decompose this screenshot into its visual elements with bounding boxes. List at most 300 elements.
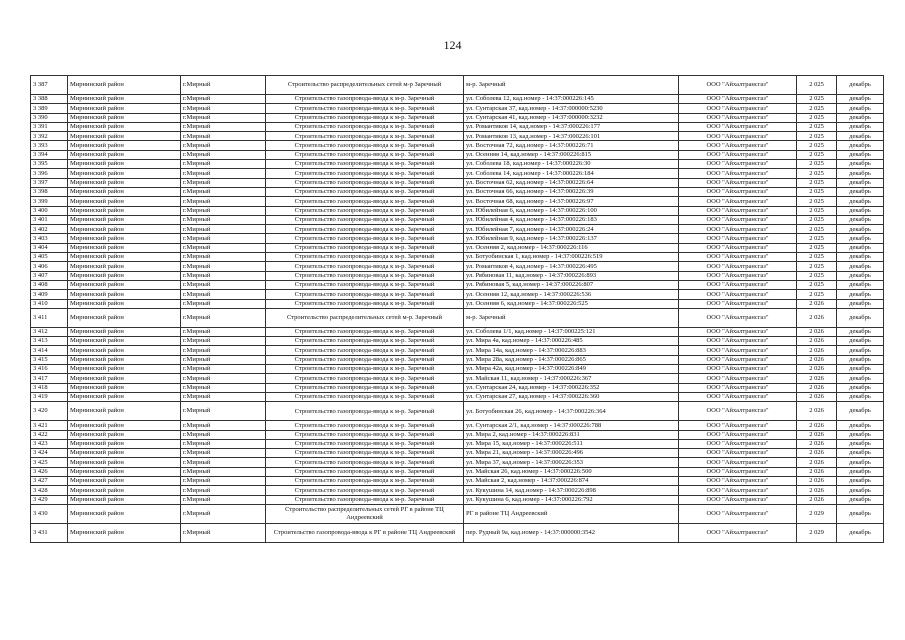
- address-cell: ул. Сунтарская 24, кад.номер - 14:37:000226:352: [464, 383, 679, 392]
- organization-cell: ООО "Айхалтрансгаз": [679, 113, 797, 122]
- region-cell: Мирнинский район: [68, 392, 181, 401]
- work-description-cell: Строительство газопровода-ввода к м-р. Заречный: [266, 122, 464, 131]
- year-cell: 2 026: [797, 495, 837, 504]
- organization-cell: ООО "Айхалтрансгаз": [679, 206, 797, 215]
- address-cell: ул. Мира 21, кад.номер - 14:37:000226:496: [464, 449, 679, 458]
- year-cell: 2 029: [797, 504, 837, 523]
- table-row: [31, 76, 884, 95]
- city-cell: г.Мирный: [181, 355, 266, 364]
- row-number-cell: 3 417: [31, 374, 68, 383]
- row-number-cell: 3 416: [31, 365, 68, 374]
- year-cell: 2 025: [797, 178, 837, 187]
- address-cell: ул. Мира 28а, кад.номер - 14:37:000226:865: [464, 355, 679, 364]
- city-cell: г.Мирный: [181, 290, 266, 299]
- address-cell: ул. Романтиков 13, кад.номер - 14:37:000226:101: [464, 132, 679, 141]
- city-cell: г.Мирный: [181, 421, 266, 430]
- table-row: [31, 467, 884, 476]
- region-cell: Мирнинский район: [68, 271, 181, 280]
- address-cell: ул. Восточная 68, кад.номер - 14:37:000226:97: [464, 197, 679, 206]
- region-cell: Мирнинский район: [68, 374, 181, 383]
- row-number-cell: 3 392: [31, 132, 68, 141]
- year-cell: 2 026: [797, 449, 837, 458]
- organization-cell: ООО "Айхалтрансгаз": [679, 215, 797, 224]
- month-cell: декабрь: [837, 206, 884, 215]
- row-number-cell: 3 403: [31, 234, 68, 243]
- row-number-cell: 3 412: [31, 327, 68, 336]
- year-cell: 2 025: [797, 122, 837, 131]
- year-cell: 2 025: [797, 225, 837, 234]
- row-number-cell: 3 425: [31, 458, 68, 467]
- address-cell: ул. Мира 37, кад.номер - 14:37:000226:353: [464, 458, 679, 467]
- organization-cell: ООО "Айхалтрансгаз": [679, 243, 797, 252]
- row-number-cell: 3 390: [31, 113, 68, 122]
- table-row: [31, 402, 884, 421]
- organization-cell: ООО "Айхалтрансгаз": [679, 197, 797, 206]
- year-cell: 2 025: [797, 290, 837, 299]
- table-row: [31, 439, 884, 448]
- month-cell: декабрь: [837, 95, 884, 104]
- work-description-cell: Строительство газопровода-ввода к м-р. Заречный: [266, 206, 464, 215]
- region-cell: Мирнинский район: [68, 458, 181, 467]
- address-cell: ул. Юбилейная 9, кад.номер - 14:37:000226:137: [464, 234, 679, 243]
- row-number-cell: 3 427: [31, 476, 68, 485]
- city-cell: г.Мирный: [181, 467, 266, 476]
- year-cell: 2 026: [797, 346, 837, 355]
- region-cell: Мирнинский район: [68, 169, 181, 178]
- year-cell: 2 026: [797, 439, 837, 448]
- month-cell: декабрь: [837, 262, 884, 271]
- work-description-cell: Строительство газопровода-ввода к м-р. Заречный: [266, 495, 464, 504]
- region-cell: Мирнинский район: [68, 150, 181, 159]
- work-description-cell: Строительство газопровода-ввода к м-р. Заречный: [266, 197, 464, 206]
- work-description-cell: Строительство газопровода-ввода к м-р. Заречный: [266, 113, 464, 122]
- organization-cell: ООО "Айхалтрансгаз": [679, 122, 797, 131]
- month-cell: декабрь: [837, 234, 884, 243]
- organization-cell: ООО "Айхалтрансгаз": [679, 225, 797, 234]
- city-cell: г.Мирный: [181, 365, 266, 374]
- organization-cell: ООО "Айхалтрансгаз": [679, 76, 797, 95]
- city-cell: г.Мирный: [181, 458, 266, 467]
- year-cell: 2 025: [797, 243, 837, 252]
- work-description-cell: Строительство газопровода-ввода к м-р. Заречный: [266, 271, 464, 280]
- year-cell: 2 025: [797, 215, 837, 224]
- month-cell: декабрь: [837, 439, 884, 448]
- work-description-cell: Строительство газопровода-ввода к м-р. Заречный: [266, 449, 464, 458]
- region-cell: Мирнинский район: [68, 467, 181, 476]
- row-number-cell: 3 402: [31, 225, 68, 234]
- table-row: [31, 280, 884, 289]
- city-cell: г.Мирный: [181, 523, 266, 542]
- organization-cell: ООО "Айхалтрансгаз": [679, 392, 797, 401]
- row-number-cell: 3 431: [31, 523, 68, 542]
- organization-cell: ООО "Айхалтрансгаз": [679, 280, 797, 289]
- row-number-cell: 3 401: [31, 215, 68, 224]
- city-cell: г.Мирный: [181, 122, 266, 131]
- table-row: [31, 346, 884, 355]
- year-cell: 2 025: [797, 234, 837, 243]
- region-cell: Мирнинский район: [68, 476, 181, 485]
- year-cell: 2 026: [797, 486, 837, 495]
- row-number-cell: 3 411: [31, 308, 68, 327]
- year-cell: 2 026: [797, 365, 837, 374]
- region-cell: Мирнинский район: [68, 430, 181, 439]
- region-cell: Мирнинский район: [68, 225, 181, 234]
- organization-cell: ООО "Айхалтрансгаз": [679, 467, 797, 476]
- table-row: [31, 243, 884, 252]
- city-cell: г.Мирный: [181, 374, 266, 383]
- organization-cell: ООО "Айхалтрансгаз": [679, 383, 797, 392]
- region-cell: Мирнинский район: [68, 504, 181, 523]
- city-cell: г.Мирный: [181, 253, 266, 262]
- table-row: [31, 225, 884, 234]
- region-cell: Мирнинский район: [68, 197, 181, 206]
- city-cell: г.Мирный: [181, 430, 266, 439]
- table-row: [31, 253, 884, 262]
- month-cell: декабрь: [837, 486, 884, 495]
- month-cell: декабрь: [837, 430, 884, 439]
- month-cell: декабрь: [837, 355, 884, 364]
- address-cell: ул. Соболева 18, кад.номер - 14:37:000226:30: [464, 160, 679, 169]
- address-cell: ул. Мира 2, кад.номер - 14:37:000226:831: [464, 430, 679, 439]
- table-row: [31, 495, 884, 504]
- table-row: [31, 337, 884, 346]
- address-cell: ул. Юбилейная 7, кад.номер - 14:37:000226:24: [464, 225, 679, 234]
- table-row: [31, 421, 884, 430]
- month-cell: декабрь: [837, 132, 884, 141]
- table-row: [31, 486, 884, 495]
- address-cell: ул. Соболева 14, кад.номер - 14:37:000226:184: [464, 169, 679, 178]
- city-cell: г.Мирный: [181, 178, 266, 187]
- year-cell: 2 026: [797, 355, 837, 364]
- month-cell: декабрь: [837, 365, 884, 374]
- table-row: [31, 523, 884, 542]
- work-description-cell: Строительство газопровода-ввода к м-р. Заречный: [266, 439, 464, 448]
- year-cell: 2 026: [797, 458, 837, 467]
- organization-cell: ООО "Айхалтрансгаз": [679, 178, 797, 187]
- work-description-cell: Строительство газопровода-ввода к м-р. Заречный: [266, 383, 464, 392]
- work-description-cell: Строительство газопровода-ввода к м-р. Заречный: [266, 104, 464, 113]
- work-description-cell: Строительство газопровода-ввода к м-р. Заречный: [266, 178, 464, 187]
- city-cell: г.Мирный: [181, 439, 266, 448]
- work-description-cell: Строительство газопровода-ввода к м-р. Заречный: [266, 95, 464, 104]
- work-description-cell: Строительство газопровода-ввода к м-р. Заречный: [266, 187, 464, 196]
- table-row: [31, 290, 884, 299]
- row-number-cell: 3 430: [31, 504, 68, 523]
- address-cell: ул. Восточная 72, кад.номер - 14:37:000226:71: [464, 141, 679, 150]
- address-cell: ул. Майская 11, кад.номер - 14:37:000226:367: [464, 374, 679, 383]
- city-cell: г.Мирный: [181, 95, 266, 104]
- work-description-cell: Строительство газопровода-ввода к м-р. Заречный: [266, 150, 464, 159]
- work-description-cell: Строительство газопровода-ввода к м-р. Заречный: [266, 430, 464, 439]
- table-row: [31, 104, 884, 113]
- city-cell: г.Мирный: [181, 392, 266, 401]
- row-number-cell: 3 406: [31, 262, 68, 271]
- address-cell: ул. Майская 2, кад.номер - 14:37:000226:874: [464, 476, 679, 485]
- organization-cell: ООО "Айхалтрансгаз": [679, 160, 797, 169]
- month-cell: декабрь: [837, 374, 884, 383]
- region-cell: Мирнинский район: [68, 160, 181, 169]
- region-cell: Мирнинский район: [68, 187, 181, 196]
- table-row: [31, 374, 884, 383]
- organization-cell: ООО "Айхалтрансгаз": [679, 430, 797, 439]
- region-cell: Мирнинский район: [68, 262, 181, 271]
- city-cell: г.Мирный: [181, 113, 266, 122]
- address-cell: ул. Сунтарская 27, кад.номер - 14:37:000226:360: [464, 392, 679, 401]
- row-number-cell: 3 394: [31, 150, 68, 159]
- address-cell: ул. Юбилейная 6, кад.номер - 14:37:000226:100: [464, 206, 679, 215]
- organization-cell: ООО "Айхалтрансгаз": [679, 486, 797, 495]
- work-description-cell: Строительство газопровода-ввода к м-р. Заречный: [266, 132, 464, 141]
- city-cell: г.Мирный: [181, 234, 266, 243]
- city-cell: г.Мирный: [181, 206, 266, 215]
- work-description-cell: Строительство распределительных сетей м-р Заречный: [266, 76, 464, 95]
- year-cell: 2 025: [797, 271, 837, 280]
- work-description-cell: Строительство газопровода-ввода к м-р. Заречный: [266, 234, 464, 243]
- month-cell: декабрь: [837, 392, 884, 401]
- work-description-cell: Строительство газопровода-ввода к м-р. Заречный: [266, 374, 464, 383]
- year-cell: 2 025: [797, 95, 837, 104]
- table-row: [31, 197, 884, 206]
- year-cell: 2 026: [797, 374, 837, 383]
- region-cell: Мирнинский район: [68, 178, 181, 187]
- work-description-cell: Строительство газопровода-ввода к м-р. Заречный: [266, 392, 464, 401]
- address-cell: пер. Рудный 9а, кад.номер - 14:37:000000:3542: [464, 523, 679, 542]
- year-cell: 2 025: [797, 206, 837, 215]
- address-cell: м-р. Заречный: [464, 308, 679, 327]
- row-number-cell: 3 389: [31, 104, 68, 113]
- city-cell: г.Мирный: [181, 308, 266, 327]
- work-description-cell: Строительство газопровода-ввода к м-р. Заречный: [266, 262, 464, 271]
- city-cell: г.Мирный: [181, 150, 266, 159]
- month-cell: декабрь: [837, 280, 884, 289]
- year-cell: 2 025: [797, 132, 837, 141]
- region-cell: Мирнинский район: [68, 215, 181, 224]
- address-cell: ул. Романтиков 14, кад.номер - 14:37:000226:177: [464, 122, 679, 131]
- year-cell: 2 026: [797, 467, 837, 476]
- table-row: [31, 169, 884, 178]
- row-number-cell: 3 414: [31, 346, 68, 355]
- month-cell: декабрь: [837, 346, 884, 355]
- year-cell: 2 025: [797, 280, 837, 289]
- address-cell: ул. Осенняя 6, кад.номер - 14:37:000226:525: [464, 299, 679, 308]
- row-number-cell: 3 420: [31, 402, 68, 421]
- address-cell: ул. Ботуобинская 26, кад.номер - 14:37:000226:364: [464, 402, 679, 421]
- organization-cell: ООО "Айхалтрансгаз": [679, 402, 797, 421]
- address-cell: ул. Восточная 62, кад.номер - 14:37:000226:64: [464, 178, 679, 187]
- organization-cell: ООО "Айхалтрансгаз": [679, 355, 797, 364]
- year-cell: 2 026: [797, 392, 837, 401]
- city-cell: г.Мирный: [181, 76, 266, 95]
- year-cell: 2 025: [797, 113, 837, 122]
- organization-cell: ООО "Айхалтрансгаз": [679, 299, 797, 308]
- table-row: [31, 160, 884, 169]
- year-cell: 2 026: [797, 430, 837, 439]
- city-cell: г.Мирный: [181, 197, 266, 206]
- address-cell: ул. Майская 26, кад.номер - 14:37:000226:500: [464, 467, 679, 476]
- table-row: [31, 299, 884, 308]
- year-cell: 2 026: [797, 308, 837, 327]
- month-cell: декабрь: [837, 141, 884, 150]
- city-cell: г.Мирный: [181, 215, 266, 224]
- work-description-cell: Строительство газопровода-ввода к м-р. Заречный: [266, 141, 464, 150]
- region-cell: Мирнинский район: [68, 132, 181, 141]
- region-cell: Мирнинский район: [68, 104, 181, 113]
- year-cell: 2 026: [797, 299, 837, 308]
- region-cell: Мирнинский район: [68, 449, 181, 458]
- month-cell: декабрь: [837, 150, 884, 159]
- organization-cell: ООО "Айхалтрансгаз": [679, 132, 797, 141]
- year-cell: 2 025: [797, 197, 837, 206]
- organization-cell: ООО "Айхалтрансгаз": [679, 476, 797, 485]
- city-cell: г.Мирный: [181, 280, 266, 289]
- region-cell: Мирнинский район: [68, 243, 181, 252]
- address-cell: РГ в районе ТЦ Андреевский: [464, 504, 679, 523]
- month-cell: декабрь: [837, 290, 884, 299]
- month-cell: декабрь: [837, 197, 884, 206]
- work-description-cell: Строительство распределительных сетей РГ в районе ТЦ Андреевский: [266, 504, 464, 523]
- organization-cell: ООО "Айхалтрансгаз": [679, 95, 797, 104]
- month-cell: декабрь: [837, 383, 884, 392]
- organization-cell: ООО "Айхалтрансгаз": [679, 253, 797, 262]
- month-cell: декабрь: [837, 449, 884, 458]
- row-number-cell: 3 429: [31, 495, 68, 504]
- organization-cell: ООО "Айхалтрансгаз": [679, 141, 797, 150]
- work-description-cell: Строительство газопровода-ввода к м-р. Заречный: [266, 299, 464, 308]
- year-cell: 2 026: [797, 421, 837, 430]
- year-cell: 2 025: [797, 253, 837, 262]
- region-cell: Мирнинский район: [68, 439, 181, 448]
- organization-cell: ООО "Айхалтрансгаз": [679, 327, 797, 336]
- row-number-cell: 3 398: [31, 187, 68, 196]
- organization-cell: ООО "Айхалтрансгаз": [679, 365, 797, 374]
- city-cell: г.Мирный: [181, 160, 266, 169]
- work-description-cell: Строительство газопровода-ввода к м-р. Заречный: [266, 458, 464, 467]
- region-cell: Мирнинский район: [68, 76, 181, 95]
- address-cell: ул. Мира 4а, кад.номер - 14:37:000226:485: [464, 337, 679, 346]
- page-number: 124: [443, 38, 462, 52]
- city-cell: г.Мирный: [181, 495, 266, 504]
- year-cell: 2 026: [797, 327, 837, 336]
- city-cell: г.Мирный: [181, 132, 266, 141]
- year-cell: 2 025: [797, 187, 837, 196]
- month-cell: декабрь: [837, 299, 884, 308]
- region-cell: Мирнинский район: [68, 234, 181, 243]
- table-row: [31, 113, 884, 122]
- month-cell: декабрь: [837, 476, 884, 485]
- region-cell: Мирнинский район: [68, 290, 181, 299]
- organization-cell: ООО "Айхалтрансгаз": [679, 346, 797, 355]
- work-description-cell: Строительство газопровода-ввода к м-р. Заречный: [266, 337, 464, 346]
- table-row: [31, 150, 884, 159]
- organization-cell: ООО "Айхалтрансгаз": [679, 290, 797, 299]
- year-cell: 2 026: [797, 402, 837, 421]
- month-cell: декабрь: [837, 169, 884, 178]
- work-description-cell: Строительство газопровода-ввода к м-р. Заречный: [266, 346, 464, 355]
- month-cell: декабрь: [837, 337, 884, 346]
- address-cell: ул. Восточная 66, кад.номер - 14:37:000226:39: [464, 187, 679, 196]
- year-cell: 2 025: [797, 160, 837, 169]
- row-number-cell: 3 408: [31, 280, 68, 289]
- month-cell: декабрь: [837, 187, 884, 196]
- work-description-cell: Строительство газопровода-ввода к м-р. Заречный: [266, 402, 464, 421]
- work-description-cell: Строительство газопровода-ввода к м-р. Заречный: [266, 169, 464, 178]
- city-cell: г.Мирный: [181, 383, 266, 392]
- row-number-cell: 3 400: [31, 206, 68, 215]
- address-cell: ул. Осенняя 14, кад.номер - 14:37:000226:815: [464, 150, 679, 159]
- address-cell: ул. Осенняя 12, кад.номер - 14:37:000226:536: [464, 290, 679, 299]
- month-cell: декабрь: [837, 122, 884, 131]
- city-cell: г.Мирный: [181, 243, 266, 252]
- address-cell: ул. Романтиков 4, кад.номер - 14:37:000226:495: [464, 262, 679, 271]
- row-number-cell: 3 397: [31, 178, 68, 187]
- table-row: [31, 449, 884, 458]
- organization-cell: ООО "Айхалтрансгаз": [679, 504, 797, 523]
- table-row: [31, 383, 884, 392]
- table-row: [31, 132, 884, 141]
- address-cell: ул. Сунтарская 37, кад.номер - 14:37:000000:5230: [464, 104, 679, 113]
- address-cell: ул. Кукушина 6, кад.номер - 14:37:000226:792: [464, 495, 679, 504]
- year-cell: 2 026: [797, 337, 837, 346]
- address-cell: ул. Ботуобинская 1, кад.номер - 14:37:000226:519: [464, 253, 679, 262]
- organization-cell: ООО "Айхалтрансгаз": [679, 187, 797, 196]
- row-number-cell: 3 399: [31, 197, 68, 206]
- year-cell: 2 025: [797, 76, 837, 95]
- year-cell: 2 025: [797, 141, 837, 150]
- year-cell: 2 025: [797, 150, 837, 159]
- organization-cell: ООО "Айхалтрансгаз": [679, 421, 797, 430]
- region-cell: Мирнинский район: [68, 327, 181, 336]
- address-cell: ул. Осенняя 2, кад.номер - 14:37:000226:116: [464, 243, 679, 252]
- organization-cell: ООО "Айхалтрансгаз": [679, 262, 797, 271]
- city-cell: г.Мирный: [181, 504, 266, 523]
- work-description-cell: Строительство газопровода-ввода к РГ в районе ТЦ Андреевский: [266, 523, 464, 542]
- region-cell: Мирнинский район: [68, 95, 181, 104]
- region-cell: Мирнинский район: [68, 253, 181, 262]
- table-row: [31, 458, 884, 467]
- work-description-cell: Строительство газопровода-ввода к м-р. Заречный: [266, 327, 464, 336]
- city-cell: г.Мирный: [181, 486, 266, 495]
- work-description-cell: Строительство газопровода-ввода к м-р. Заречный: [266, 225, 464, 234]
- address-cell: ул. Рябиновая 11, кад.номер - 14:37:000226:893: [464, 271, 679, 280]
- table-row: [31, 504, 884, 523]
- row-number-cell: 3 395: [31, 160, 68, 169]
- table-row: [31, 262, 884, 271]
- row-number-cell: 3 387: [31, 76, 68, 95]
- month-cell: декабрь: [837, 504, 884, 523]
- address-cell: м-р. Заречный: [464, 76, 679, 95]
- table-row: [31, 95, 884, 104]
- row-number-cell: 3 419: [31, 392, 68, 401]
- month-cell: декабрь: [837, 458, 884, 467]
- city-cell: г.Мирный: [181, 346, 266, 355]
- table-body: [31, 76, 884, 543]
- table-row: [31, 215, 884, 224]
- table-row: [31, 122, 884, 131]
- work-description-cell: Строительство газопровода-ввода к м-р. Заречный: [266, 355, 464, 364]
- work-description-cell: Строительство газопровода-ввода к м-р. Заречный: [266, 253, 464, 262]
- region-cell: Мирнинский район: [68, 113, 181, 122]
- organization-cell: ООО "Айхалтрансгаз": [679, 523, 797, 542]
- address-cell: ул. Юбилейная 4, кад.номер - 14:37:000226:183: [464, 215, 679, 224]
- region-cell: Мирнинский район: [68, 122, 181, 131]
- region-cell: Мирнинский район: [68, 308, 181, 327]
- organization-cell: ООО "Айхалтрансгаз": [679, 104, 797, 113]
- organization-cell: ООО "Айхалтрансгаз": [679, 449, 797, 458]
- table-row: [31, 234, 884, 243]
- region-cell: Мирнинский район: [68, 383, 181, 392]
- year-cell: 2 026: [797, 476, 837, 485]
- city-cell: г.Мирный: [181, 262, 266, 271]
